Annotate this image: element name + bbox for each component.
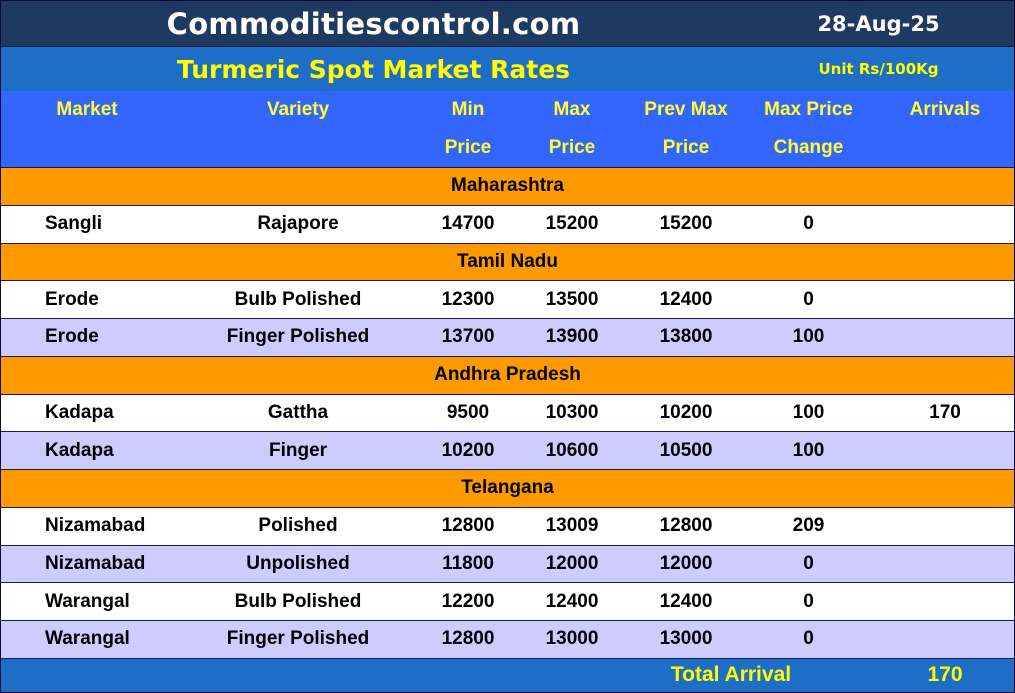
col-change-header: Max Price [764,99,853,120]
table-row [1,318,1014,356]
state-header-row [1,167,1014,205]
variety-cell: Gattha [267,401,329,423]
total-arrival-value: 170 [927,663,963,687]
market-cell: Erode [45,326,99,348]
table-row [1,507,1014,545]
max-price-change-cell: 0 [803,590,814,612]
table-row [1,545,1014,583]
market-cell: Nizamabad [45,552,146,574]
max-price-cell: 13900 [545,326,599,348]
state-name: Andhra Pradesh [434,364,581,386]
max-price-cell: 13000 [545,628,599,650]
col-variety-header: Variety [266,99,330,120]
max-price-change-cell: 100 [792,326,825,348]
prev-max-price-cell: 12400 [659,288,713,310]
col-market-header: Market [56,99,118,120]
col-change-header-2: Change [773,137,844,158]
market-cell: Sangli [45,213,103,235]
min-price-cell: 12300 [441,288,495,310]
max-price-cell: 10600 [545,439,599,461]
report-date: 28-Aug-25 [817,11,940,36]
col-max-header: Max [553,99,591,120]
max-price-change-cell: 100 [792,401,825,423]
max-price-change-cell: 100 [792,439,825,461]
col-min-header-2: Price [444,137,492,158]
state-name: Telangana [461,477,554,499]
max-price-cell: 13009 [545,515,599,537]
variety-cell: Finger Polished [226,326,370,348]
min-price-cell: 10200 [441,439,495,461]
state-header-row [1,243,1014,281]
total-arrival-label: Total Arrival [670,663,792,687]
table-row [1,394,1014,432]
subtitle-bar [1,46,1014,91]
market-cell: Erode [45,288,99,310]
max-price-cell: 15200 [545,213,599,235]
max-price-change-cell: 209 [792,515,825,537]
prev-max-price-cell: 12400 [659,590,713,612]
prev-max-price-cell: 15200 [659,213,713,235]
min-price-cell: 12800 [441,515,495,537]
min-price-cell: 14700 [441,213,495,235]
prev-max-price-cell: 13000 [659,628,713,650]
table-row [1,620,1014,658]
total-row [1,658,1014,692]
variety-cell: Finger [268,439,328,461]
col-min-header: Min [451,99,485,120]
prev-max-price-cell: 12800 [659,515,713,537]
max-price-change-cell: 0 [803,552,814,574]
title-bar [1,1,1014,46]
max-price-cell: 12400 [545,590,599,612]
prev-max-price-cell: 12000 [659,552,713,574]
min-price-cell: 13700 [441,326,495,348]
state-name: Maharashtra [451,175,564,197]
report-title: Turmeric Spot Market Rates [176,54,571,84]
col-arrivals-header: Arrivals [909,99,981,120]
col-prev-header-2: Price [662,137,710,158]
col-prev-header: Prev Max [644,99,728,120]
variety-cell: Polished [258,515,338,537]
market-cell: Warangal [45,590,130,612]
min-price-cell: 9500 [446,401,490,423]
column-header-row-1 [1,91,1014,129]
max-price-cell: 13500 [545,288,599,310]
col-max-header-2: Price [548,137,596,158]
table-row [1,280,1014,318]
table-row [1,205,1014,243]
column-header-row-2 [1,129,1014,167]
state-name: Tamil Nadu [457,250,558,272]
market-cell: Warangal [45,628,130,650]
arrivals-cell: 170 [929,401,961,423]
variety-cell: Bulb Polished [234,288,362,310]
prev-max-price-cell: 13800 [659,326,713,348]
table-row [1,582,1014,620]
state-header-row [1,356,1014,394]
market-cell: Nizamabad [45,515,146,537]
prev-max-price-cell: 10200 [659,401,713,423]
min-price-cell: 11800 [442,552,494,574]
max-price-change-cell: 0 [803,628,814,650]
min-price-cell: 12800 [441,628,495,650]
variety-cell: Rajapore [257,213,339,235]
unit-label: Unit Rs/100Kg [818,60,939,78]
prev-max-price-cell: 10500 [659,439,713,461]
market-cell: Kadapa [45,401,114,423]
max-price-change-cell: 0 [803,213,814,235]
table-row [1,431,1014,469]
variety-cell: Unpolished [246,552,350,574]
state-header-row [1,469,1014,507]
variety-cell: Finger Polished [226,628,370,650]
max-price-cell: 10300 [545,401,599,423]
min-price-cell: 12200 [441,590,495,612]
site-name: Commoditiescontrol.com [166,6,581,41]
variety-cell: Bulb Polished [234,590,362,612]
market-cell: Kadapa [45,439,114,461]
max-price-cell: 12000 [545,552,599,574]
max-price-change-cell: 0 [803,288,814,310]
